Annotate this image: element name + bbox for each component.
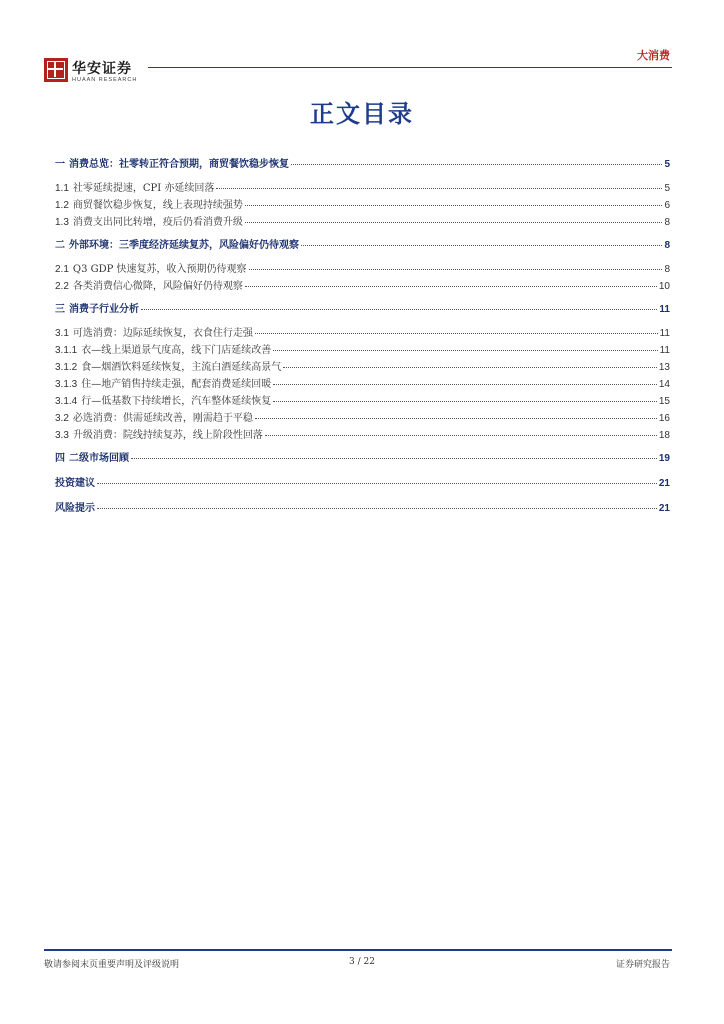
toc-entry-label (55, 196, 243, 211)
toc-entry-label (55, 499, 95, 514)
dot-leader (301, 245, 662, 246)
toc-entry-section[interactable] (55, 300, 670, 318)
toc-entry-subsection[interactable] (55, 277, 670, 294)
toc-entry-label (55, 375, 271, 390)
toc-entry-number: 1.3 (55, 217, 69, 228)
header-divider (148, 67, 672, 68)
brand-name: 华安证券 (72, 61, 132, 77)
toc-title: 正文目录 (310, 99, 414, 128)
dot-leader (255, 333, 658, 334)
toc-page-number: 10 (658, 281, 670, 292)
toc-entry-subsection[interactable] (55, 392, 670, 409)
toc-entry-number: 3.1.2 (55, 362, 78, 373)
toc-entry-subsection[interactable] (55, 426, 670, 443)
toc-page-number: 21 (658, 503, 670, 514)
toc-entry-label (55, 236, 299, 251)
toc-entry-label (55, 155, 289, 170)
report-category: 大消费 (637, 49, 670, 62)
toc-page-number: 5 (664, 159, 670, 170)
toc-entry-label (55, 213, 243, 228)
toc-entry-subsection[interactable] (55, 358, 670, 375)
toc-entry-number: 3.1.3 (55, 379, 78, 390)
toc-entry-label (55, 260, 247, 275)
report-type: 证券研究报告 (615, 960, 670, 970)
toc-entry-text: 必选消费：供需延续改善，刚需趋于平稳 (72, 413, 253, 424)
toc-entry-number: 1.1 (55, 183, 69, 194)
dot-leader (249, 269, 663, 270)
brand-name-english: HUAAN RESEARCH (72, 77, 138, 83)
toc-entry-number: 一 (55, 159, 65, 170)
toc-page-number: 11 (659, 345, 670, 356)
toc-entry-text: 外部环境：三季度经济延续复苏，风险偏好仍待观察 (69, 240, 299, 251)
toc-page-number: 13 (658, 362, 670, 373)
toc-entry-label (55, 341, 271, 356)
toc-entry-text: 住—地产销售持续走强，配套消费延续回暖 (81, 379, 272, 390)
dot-leader (97, 483, 657, 484)
toc-page-number: 8 (664, 240, 670, 251)
toc-entry-label (55, 358, 281, 373)
toc-page-number: 14 (658, 379, 670, 390)
toc-entry-label (55, 324, 253, 339)
toc-entry-section[interactable] (55, 449, 670, 467)
dot-leader (273, 401, 657, 402)
toc-page-number: 11 (659, 328, 670, 339)
toc-entry-number: 三 (55, 304, 65, 315)
toc-entry-number: 2.2 (55, 281, 69, 292)
toc-entry-number: 2.1 (55, 264, 69, 275)
toc-entry-text: 各类消费信心微降，风险偏好仍待观察 (72, 281, 243, 292)
toc-entry-subsection[interactable] (55, 409, 670, 426)
toc-entry-text: 升级消费：院线持续复苏，线上阶段性回落 (72, 430, 263, 441)
toc-page-number: 11 (659, 304, 670, 315)
dot-leader (283, 367, 657, 368)
toc-entry-number: 3.1.1 (55, 345, 78, 356)
dot-leader (131, 458, 657, 459)
dot-leader (273, 350, 657, 351)
dot-leader (273, 384, 657, 385)
toc-entry-label (55, 449, 129, 464)
dot-leader (255, 418, 657, 419)
toc-entry-section[interactable] (55, 474, 670, 492)
toc-entry-label (55, 300, 139, 315)
toc-entry-subsection[interactable] (55, 341, 670, 358)
toc-entry-text: 投资建议 (55, 478, 95, 489)
toc-entry-label (55, 474, 95, 489)
dot-leader (245, 205, 663, 206)
toc-page-number: 6 (664, 200, 670, 211)
toc-page-number: 18 (658, 430, 670, 441)
toc-entry-subsection[interactable] (55, 324, 670, 341)
footer-disclaimer: 敬请参阅末页重要声明及评级说明 (44, 960, 180, 970)
toc-page-number: 16 (658, 413, 670, 424)
toc-entry-text: 食—烟酒饮料延续恢复，主流白酒延续高景气 (81, 362, 282, 373)
toc-entry-subsection[interactable] (55, 196, 670, 213)
toc-entry-text: 商贸餐饮稳步恢复，线上表现持续强势 (72, 200, 243, 211)
table-of-contents (55, 155, 670, 517)
toc-page-number: 19 (658, 453, 670, 464)
toc-entry-label (55, 426, 263, 441)
toc-entry-label (55, 409, 253, 424)
dot-leader (245, 222, 663, 223)
toc-entry-label (55, 179, 214, 194)
toc-entry-number: 四 (55, 453, 65, 464)
toc-entry-text: 风险提示 (55, 503, 95, 514)
toc-entry-number: 3.3 (55, 430, 69, 441)
toc-entry-label (55, 392, 271, 407)
toc-entry-number: 二 (55, 240, 65, 251)
toc-page-number: 8 (664, 264, 670, 275)
toc-entry-section[interactable] (55, 155, 670, 173)
toc-entry-text: 二级市场回顾 (69, 453, 129, 464)
toc-entry-section[interactable] (55, 236, 670, 254)
toc-entry-number: 1.2 (55, 200, 69, 211)
logo-glyph-icon (47, 61, 65, 79)
toc-entry-number: 3.1 (55, 328, 69, 339)
toc-page-number: 8 (664, 217, 670, 228)
footer-divider (44, 949, 672, 951)
toc-page-number: 15 (658, 396, 670, 407)
toc-entry-subsection[interactable] (55, 375, 670, 392)
page-indicator: 3 / 22 (349, 957, 375, 967)
toc-entry-text: 可选消费：边际延续恢复，衣食住行走强 (72, 328, 253, 339)
toc-entry-section[interactable] (55, 499, 670, 517)
toc-entry-text: 消费支出同比转增，疫后仍看消费升级 (72, 217, 243, 228)
toc-entry-text: 社零延续提速，CPI 亦延续回落 (72, 183, 215, 194)
toc-entry-subsection[interactable] (55, 260, 670, 277)
dot-leader (141, 309, 657, 310)
toc-entry-subsection[interactable] (55, 179, 670, 196)
toc-entry-text: 衣—线上渠道景气度高，线下门店延续改善 (81, 345, 272, 356)
dot-leader (216, 188, 662, 189)
toc-entry-text: 消费总览：社零转正符合预期，商贸餐饮稳步恢复 (69, 159, 289, 170)
dot-leader (291, 164, 662, 165)
dot-leader (265, 435, 657, 436)
toc-page-number: 5 (664, 183, 670, 194)
toc-entry-number: 3.1.4 (55, 396, 78, 407)
toc-entry-label (55, 277, 243, 292)
toc-page-number: 21 (658, 478, 670, 489)
dot-leader (97, 508, 657, 509)
toc-entry-text: 消费子行业分析 (69, 304, 139, 315)
toc-entry-subsection[interactable] (55, 213, 670, 230)
toc-entry-number: 3.2 (55, 413, 69, 424)
header-logo (44, 58, 68, 82)
toc-entry-text: Q3 GDP 快速复苏，收入预期仍待观察 (72, 264, 247, 275)
dot-leader (245, 286, 657, 287)
toc-entry-text: 行—低基数下持续增长，汽车整体延续恢复 (81, 396, 272, 407)
